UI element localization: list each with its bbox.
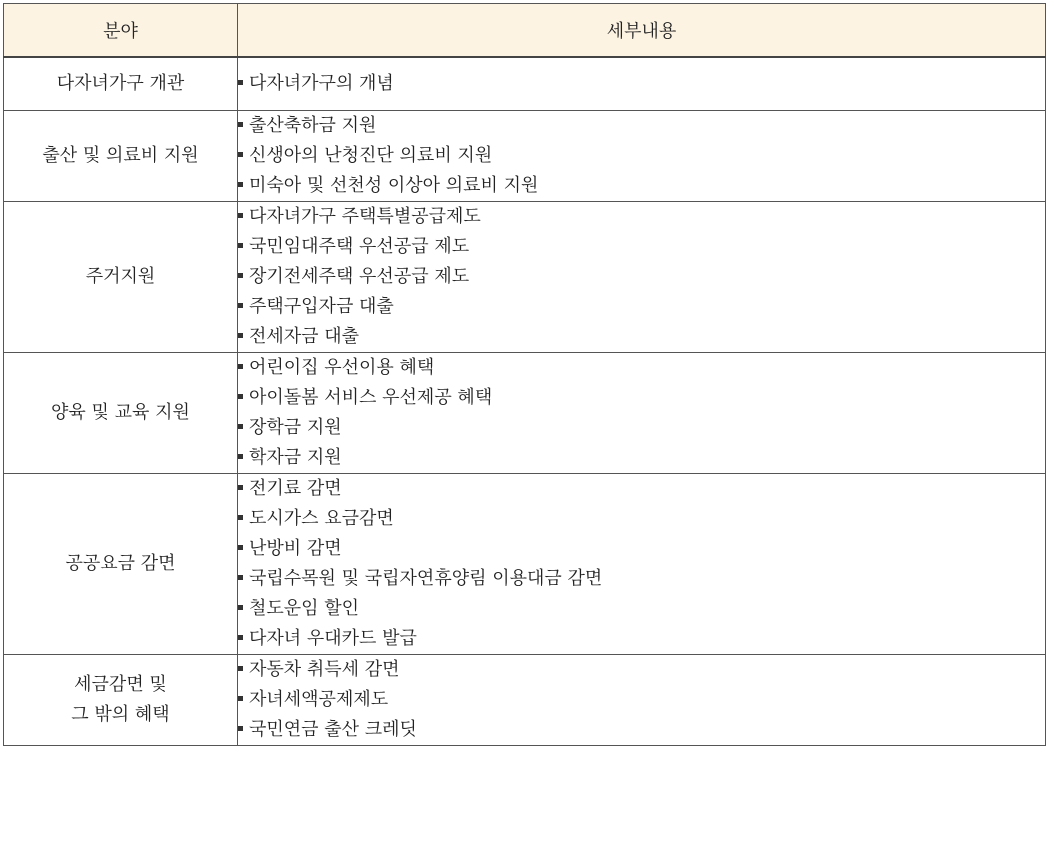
list-item-text: 전기료 감면 xyxy=(249,478,342,499)
list-item xyxy=(238,655,1045,685)
list-item-text: 국립수목원 및 국립자연휴양림 이용대금 감면 xyxy=(249,568,603,589)
category-cell: 공공요금 감면 xyxy=(4,474,238,655)
table-row xyxy=(4,57,1046,111)
square-bullet-icon xyxy=(238,333,243,338)
list-item xyxy=(238,69,1045,99)
table-body xyxy=(4,57,1046,746)
list-item-text: 국민임대주택 우선공급 제도 xyxy=(249,236,470,257)
details-cell xyxy=(238,111,1046,202)
details-list xyxy=(238,353,1045,473)
list-item xyxy=(238,171,1045,201)
list-item-text: 전세자금 대출 xyxy=(249,326,360,347)
table-row xyxy=(4,111,1046,202)
square-bullet-icon xyxy=(238,666,243,671)
category-cell: 출산 및 의료비 지원 xyxy=(4,111,238,202)
table-row xyxy=(4,655,1046,746)
category-cell: 다자녀가구 개관 xyxy=(4,57,238,111)
list-item xyxy=(238,232,1045,262)
details-cell xyxy=(238,57,1046,111)
header-details: 세부내용 xyxy=(238,4,1046,58)
square-bullet-icon xyxy=(238,605,243,610)
list-item-text: 자녀세액공제제도 xyxy=(249,689,389,710)
square-bullet-icon xyxy=(238,515,243,520)
list-item xyxy=(238,624,1045,654)
details-list xyxy=(238,474,1045,654)
square-bullet-icon xyxy=(238,726,243,731)
table-header xyxy=(4,4,1046,58)
square-bullet-icon xyxy=(238,152,243,157)
list-item xyxy=(238,141,1045,171)
list-item xyxy=(238,474,1045,504)
square-bullet-icon xyxy=(238,485,243,490)
details-list xyxy=(238,111,1045,201)
table-row xyxy=(4,474,1046,655)
list-item-text: 미숙아 및 선천성 이상아 의료비 지원 xyxy=(249,175,539,196)
list-item xyxy=(238,715,1045,745)
list-item xyxy=(238,262,1045,292)
details-cell xyxy=(238,655,1046,746)
square-bullet-icon xyxy=(238,575,243,580)
square-bullet-icon xyxy=(238,454,243,459)
list-item xyxy=(238,322,1045,352)
list-item-text: 장학금 지원 xyxy=(249,417,342,438)
list-item-text: 어린이집 우선이용 혜택 xyxy=(249,357,435,378)
list-item xyxy=(238,353,1045,383)
square-bullet-icon xyxy=(238,545,243,550)
list-item xyxy=(238,504,1045,534)
list-item xyxy=(238,413,1045,443)
details-list xyxy=(238,69,1045,99)
square-bullet-icon xyxy=(238,80,243,85)
list-item-text: 국민연금 출산 크레딧 xyxy=(249,719,417,740)
list-item xyxy=(238,292,1045,322)
header-category: 분야 xyxy=(4,4,238,58)
details-cell xyxy=(238,353,1046,474)
list-item xyxy=(238,111,1045,141)
list-item-text: 장기전세주택 우선공급 제도 xyxy=(249,266,470,287)
category-cell: 주거지원 xyxy=(4,202,238,353)
category-cell: 양육 및 교육 지원 xyxy=(4,353,238,474)
list-item xyxy=(238,594,1045,624)
list-item-text: 철도운임 할인 xyxy=(249,598,360,619)
details-list xyxy=(238,655,1045,745)
square-bullet-icon xyxy=(238,424,243,429)
square-bullet-icon xyxy=(238,122,243,127)
category-cell: 세금감면 및 그 밖의 혜택 xyxy=(4,655,238,746)
details-cell xyxy=(238,202,1046,353)
table-row xyxy=(4,353,1046,474)
header-row xyxy=(4,4,1046,58)
square-bullet-icon xyxy=(238,364,243,369)
table-row xyxy=(4,202,1046,353)
list-item-text: 난방비 감면 xyxy=(249,538,342,559)
list-item xyxy=(238,383,1045,413)
list-item xyxy=(238,443,1045,473)
list-item xyxy=(238,564,1045,594)
details-cell xyxy=(238,474,1046,655)
square-bullet-icon xyxy=(238,394,243,399)
list-item-text: 학자금 지원 xyxy=(249,447,342,468)
square-bullet-icon xyxy=(238,213,243,218)
list-item-text: 출산축하금 지원 xyxy=(249,115,377,136)
list-item-text: 도시가스 요금감면 xyxy=(249,508,394,529)
list-item-text: 다자녀가구 주택특별공급제도 xyxy=(249,206,481,227)
square-bullet-icon xyxy=(238,303,243,308)
square-bullet-icon xyxy=(238,182,243,187)
list-item-text: 다자녀가구의 개념 xyxy=(249,73,394,94)
benefits-table xyxy=(3,3,1046,746)
list-item-text: 아이돌봄 서비스 우선제공 혜택 xyxy=(249,387,493,408)
square-bullet-icon xyxy=(238,635,243,640)
list-item-text: 자동차 취득세 감면 xyxy=(249,659,400,680)
list-item-text: 신생아의 난청진단 의료비 지원 xyxy=(249,145,493,166)
list-item-text: 주택구입자금 대출 xyxy=(249,296,394,317)
list-item xyxy=(238,202,1045,232)
list-item xyxy=(238,534,1045,564)
list-item-text: 다자녀 우대카드 발급 xyxy=(249,628,417,649)
list-item xyxy=(238,685,1045,715)
details-list xyxy=(238,202,1045,352)
square-bullet-icon xyxy=(238,696,243,701)
square-bullet-icon xyxy=(238,273,243,278)
square-bullet-icon xyxy=(238,243,243,248)
